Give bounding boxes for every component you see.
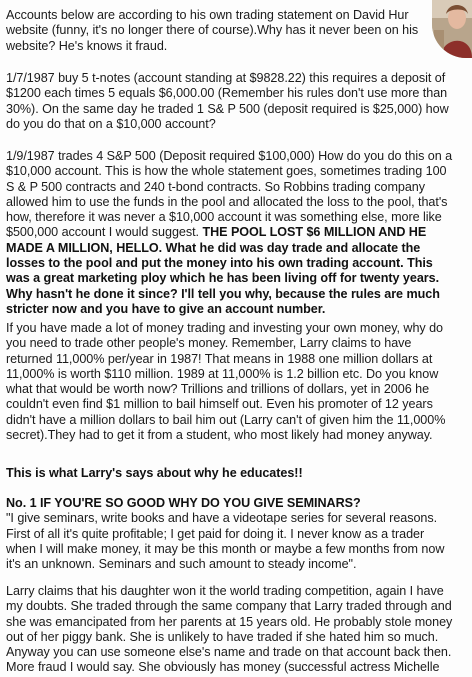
trade-1987-01-07-paragraph: [6, 71, 468, 132]
text-span: $500,000 account I would suggest.: [6, 225, 203, 240]
section-heading: This is what Larry's says about why he educates!!: [6, 466, 303, 480]
bold-text-line: Why hasn't he done it since? I'll tell you why, because the rules are much: [6, 286, 440, 301]
text-line: my doubts. She traded through the same company that Larry traded through and: [6, 599, 452, 614]
text-line: it's an unknown. Seminars and such amount to steady income".: [6, 557, 357, 572]
daughter-paragraph: [6, 584, 468, 676]
text-line: 1/9/1987 trades 4 S&P 500 (Deposit required $100,000) How do you do this on a: [6, 149, 453, 163]
text-line: If you have made a lot of money trading and investing your own money, why do: [6, 321, 444, 335]
text-line: returned 11,000% per/year in 1987! That means in 1988 one million dollars at: [6, 351, 433, 366]
text-line: More fraud I would say. She obviously has money (successful actress Michelle: [6, 660, 440, 675]
text-line: secret).They had to get it from a student, who most likely had money anyway.: [6, 428, 433, 443]
text-line: couldn't even find $1 million to bail himself out. Even his promoter of 12 years: [6, 397, 433, 412]
text-line: 1/7/1987 buy 5 t-notes (account standing at $9828.22) this requires a deposit of: [6, 71, 446, 85]
text-line-mixed: [6, 225, 468, 240]
section-heading: No. 1 IF YOU'RE SO GOOD WHY DO YOU GIVE SEMINARS?: [6, 496, 361, 510]
text-line: 30%). On the same day he traded 1 S& P 500 (deposit required is $25,000) how: [6, 101, 449, 116]
text-line: didn't have a million dollars to bail him out (Larry can't of given him the 11,000%: [6, 412, 446, 427]
text-line: Anyway you can use someone else's name and trade on that account back then.: [6, 645, 452, 660]
returns-paragraph: [6, 321, 468, 443]
educates-heading: [6, 466, 468, 481]
text-line: she was emancipated from her parents at 15 years old. He probably stole money: [6, 614, 453, 629]
trade-1987-01-09-paragraph: [6, 149, 468, 317]
text-line: website? He's knows it fraud.: [6, 38, 168, 53]
text-line: First of all it's quite profitable; I get paid for doing it. I never know as a trader: [6, 526, 425, 541]
text-line: allowed him to use the funds in the pool and allocated the loss to the pool, that's: [6, 194, 448, 209]
text-line: what that would be worth now? Trillions and trillions of dollars, yet in 2006 he: [6, 382, 430, 397]
text-line: $1200 each times 5 equals $6,000.00 (Remember his rules don't use more than: [6, 86, 448, 101]
text-line: $10,000 account. This is how the whole statement goes, sometimes trading 100: [6, 164, 447, 179]
text-line: 11,000% is worth $110 million. 1989 at 11,000% is 1.2 billion etc. Do you know: [6, 366, 439, 381]
bold-text-line: losses to the pool and put the money into his own trading account. This: [6, 256, 433, 271]
bold-text-span: THE POOL LOST $6 MILLION AND HE: [202, 225, 427, 240]
text-line: "I give seminars, write books and have a videotape series for several reasons.: [6, 511, 438, 526]
bold-text-line: stricter now and you have to give an account number.: [6, 301, 326, 316]
text-line: do you do that on a $10,000 account?: [6, 116, 216, 131]
bold-text-line: was a great marketing ploy which he has been living off for twenty years.: [6, 271, 440, 286]
bold-text-line: MADE A MILLION, HELLO. What he did was day trade and allocate the: [6, 240, 421, 255]
text-line: when I will make money, it may be this month or maybe a few months from now: [6, 541, 445, 556]
text-line: website (funny, it's no longer there of course).Why has it never been on his: [6, 23, 419, 38]
text-line: S & P 500 contracts and 240 t-bond contracts. So Robbins trading company: [6, 179, 426, 194]
text-line: you need to trade other people's money. Remember, Larry claims to have: [6, 336, 412, 351]
text-line: how, therefore it was never a $10,000 account it was something else, more like: [6, 210, 442, 225]
text-line: Accounts below are according to his own trading statement on David Hur: [6, 8, 409, 22]
text-line: Larry claims that his daughter won it the world trading competition, again I have: [6, 584, 444, 598]
seminars-paragraph: [6, 496, 468, 572]
intro-paragraph: [6, 8, 468, 54]
text-line: out of her piggy bank. She is unlikely to have traded if she hated him so much.: [6, 629, 439, 644]
